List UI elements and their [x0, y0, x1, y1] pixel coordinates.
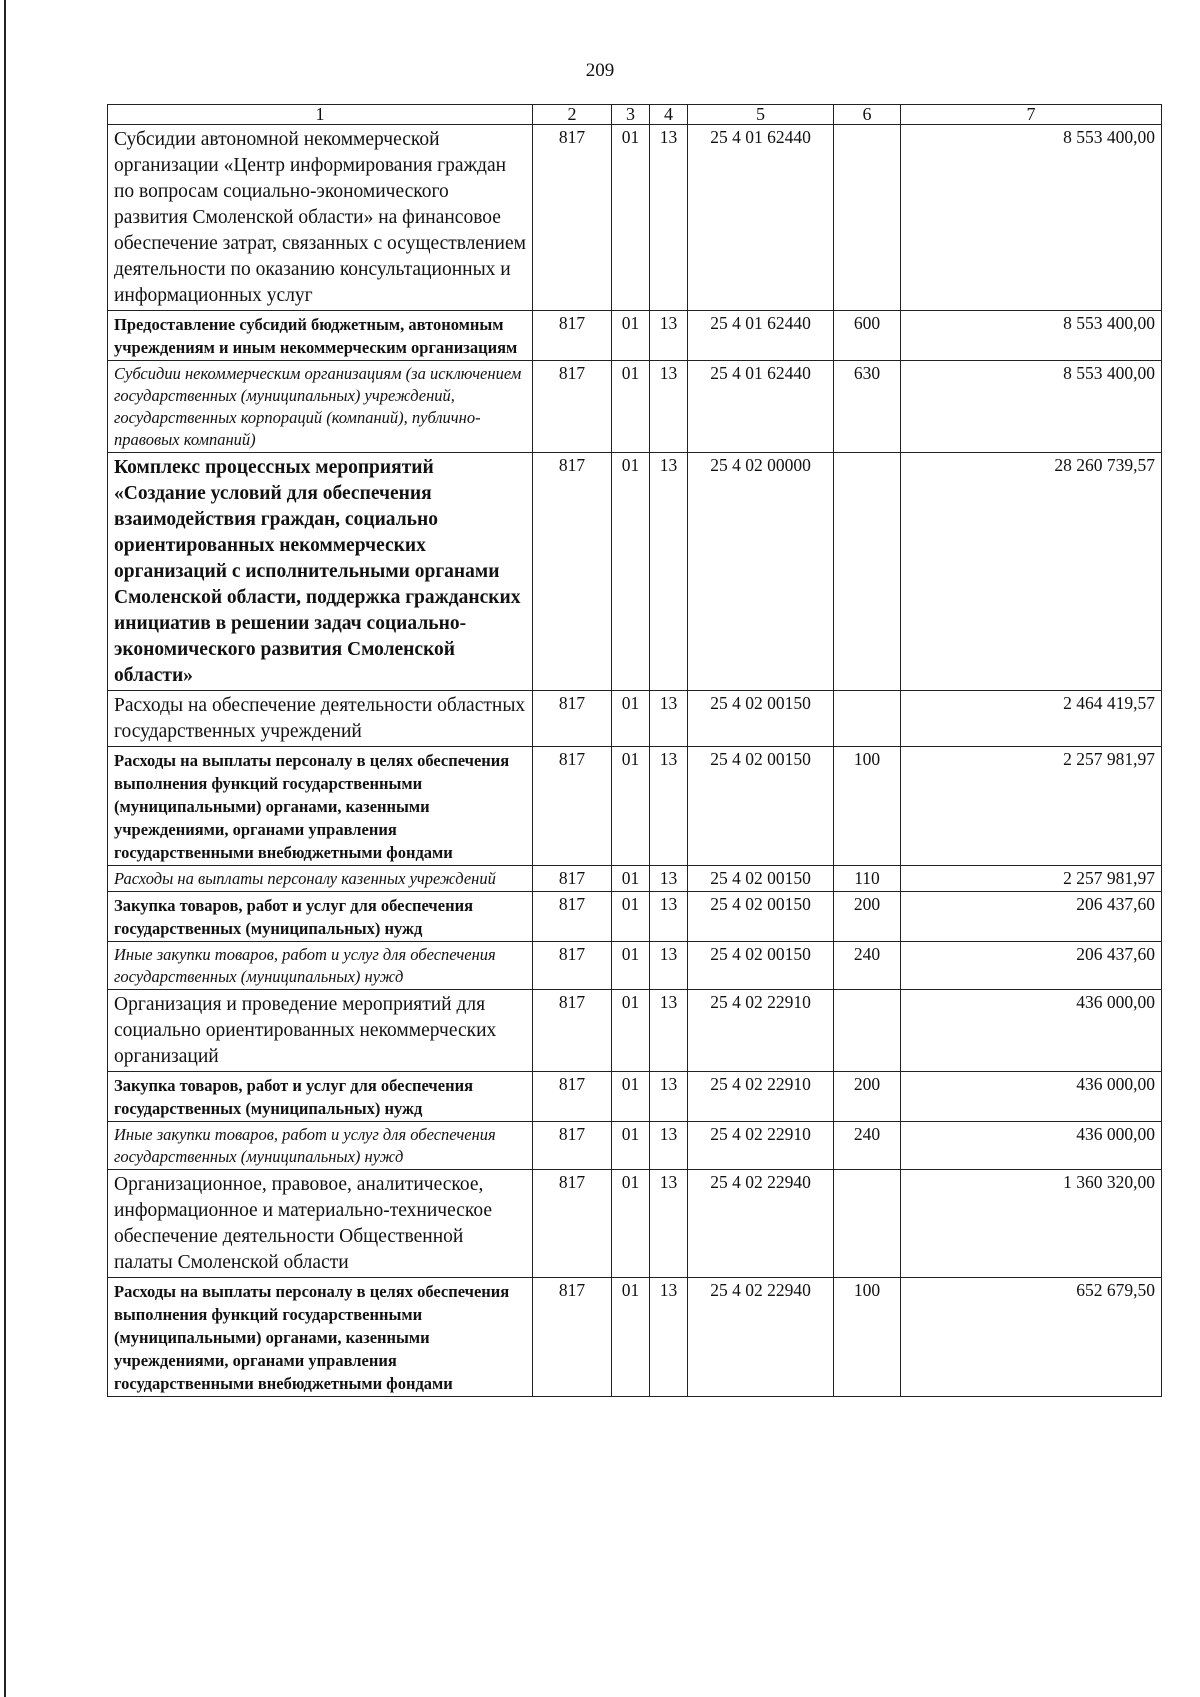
subsection-code: 13 [650, 453, 688, 691]
expense-type-code [834, 990, 901, 1072]
amount-value: 436 000,00 [901, 990, 1162, 1072]
ministry-code: 817 [533, 125, 612, 311]
subsection-code: 13 [650, 892, 688, 942]
target-article-code: 25 4 02 00000 [688, 453, 834, 691]
expense-type-code: 200 [834, 1072, 901, 1122]
table-row [108, 866, 1162, 892]
amount-value: 8 553 400,00 [901, 311, 1162, 361]
row-description: Организация и проведение мероприятий для социально ориентированных некоммерческих организаций [108, 990, 533, 1072]
section-code: 01 [612, 311, 650, 361]
target-article-code: 25 4 02 22940 [688, 1170, 834, 1278]
ministry-code: 817 [533, 691, 612, 747]
row-description: Закупка товаров, работ и услуг для обеспечения государственных (муниципальных) нужд [108, 1072, 533, 1122]
target-article-code: 25 4 02 00150 [688, 942, 834, 990]
table-row [108, 892, 1162, 942]
ministry-code: 817 [533, 866, 612, 892]
ministry-code: 817 [533, 1278, 612, 1397]
ministry-code: 817 [533, 361, 612, 453]
expense-type-code: 110 [834, 866, 901, 892]
column-header: 4 [650, 105, 688, 125]
column-header: 5 [688, 105, 834, 125]
table-body [108, 125, 1162, 1397]
section-code: 01 [612, 892, 650, 942]
target-article-code: 25 4 02 00150 [688, 892, 834, 942]
ministry-code: 817 [533, 453, 612, 691]
expense-type-code [834, 125, 901, 311]
amount-value: 8 553 400,00 [901, 125, 1162, 311]
subsection-code: 13 [650, 990, 688, 1072]
ministry-code: 817 [533, 747, 612, 866]
ministry-code: 817 [533, 990, 612, 1072]
section-code: 01 [612, 453, 650, 691]
subsection-code: 13 [650, 1278, 688, 1397]
row-description: Расходы на выплаты персоналу казенных учреждений [108, 866, 533, 892]
amount-value: 206 437,60 [901, 892, 1162, 942]
row-description: Расходы на выплаты персоналу в целях обеспечения выполнения функций государственными (муниципальными) органами, казенными учреждениями, органами управления государственными внебюджетными фондами [108, 1278, 533, 1397]
table-row [108, 1122, 1162, 1170]
amount-value: 2 464 419,57 [901, 691, 1162, 747]
subsection-code: 13 [650, 866, 688, 892]
expense-type-code: 240 [834, 1122, 901, 1170]
row-description: Расходы на обеспечение деятельности областных государственных учреждений [108, 691, 533, 747]
expense-type-code [834, 453, 901, 691]
subsection-code: 13 [650, 361, 688, 453]
column-header: 6 [834, 105, 901, 125]
column-header: 7 [901, 105, 1162, 125]
table-row [108, 125, 1162, 311]
section-code: 01 [612, 1170, 650, 1278]
ministry-code: 817 [533, 311, 612, 361]
row-description: Предоставление субсидий бюджетным, автономным учреждениям и иным некоммерческим организациям [108, 311, 533, 361]
page-number: 209 [585, 60, 615, 81]
target-article-code: 25 4 01 62440 [688, 311, 834, 361]
table-row [108, 747, 1162, 866]
ministry-code: 817 [533, 892, 612, 942]
ministry-code: 817 [533, 1170, 612, 1278]
subsection-code: 13 [650, 942, 688, 990]
target-article-code: 25 4 02 00150 [688, 747, 834, 866]
subsection-code: 13 [650, 747, 688, 866]
row-description: Субсидии некоммерческим организациям (за исключением государственных (муниципальных) учреждений, государственных корпораций (компаний), публично-правовых компаний) [108, 361, 533, 453]
table-row [108, 1072, 1162, 1122]
target-article-code: 25 4 02 00150 [688, 866, 834, 892]
amount-value: 2 257 981,97 [901, 866, 1162, 892]
subsection-code: 13 [650, 1122, 688, 1170]
expense-type-code: 240 [834, 942, 901, 990]
expense-type-code: 100 [834, 1278, 901, 1397]
table-row [108, 691, 1162, 747]
section-code: 01 [612, 1072, 650, 1122]
target-article-code: 25 4 02 22940 [688, 1278, 834, 1397]
column-header: 1 [108, 105, 533, 125]
row-description: Иные закупки товаров, работ и услуг для обеспечения государственных (муниципальных) нужд [108, 1122, 533, 1170]
amount-value: 652 679,50 [901, 1278, 1162, 1397]
section-code: 01 [612, 691, 650, 747]
scan-edge-line [4, 0, 6, 1697]
row-description: Организационное, правовое, аналитическое, информационное и материально-техническое обеспечение деятельности Общественной палаты Смоленской области [108, 1170, 533, 1278]
row-description: Комплекс процессных мероприятий «Создание условий для обеспечения взаимодействия граждан, социально ориентированных некоммерческих организаций с исполнительными органами Смоленской области, поддержка гражданских инициатив в решении задач социально-экономического развития Смоленской области» [108, 453, 533, 691]
expense-type-code [834, 691, 901, 747]
section-code: 01 [612, 1122, 650, 1170]
section-code: 01 [612, 125, 650, 311]
table-row [108, 453, 1162, 691]
expense-type-code: 100 [834, 747, 901, 866]
row-description: Закупка товаров, работ и услуг для обеспечения государственных (муниципальных) нужд [108, 892, 533, 942]
subsection-code: 13 [650, 125, 688, 311]
budget-table [107, 104, 1162, 1397]
amount-value: 28 260 739,57 [901, 453, 1162, 691]
amount-value: 436 000,00 [901, 1072, 1162, 1122]
column-header: 3 [612, 105, 650, 125]
section-code: 01 [612, 747, 650, 866]
table-row [108, 1170, 1162, 1278]
amount-value: 1 360 320,00 [901, 1170, 1162, 1278]
target-article-code: 25 4 01 62440 [688, 361, 834, 453]
target-article-code: 25 4 02 00150 [688, 691, 834, 747]
expense-type-code: 200 [834, 892, 901, 942]
ministry-code: 817 [533, 942, 612, 990]
subsection-code: 13 [650, 1072, 688, 1122]
row-description: Расходы на выплаты персоналу в целях обеспечения выполнения функций государственными (муниципальными) органами, казенными учреждениями, органами управления государственными внебюджетными фондами [108, 747, 533, 866]
subsection-code: 13 [650, 1170, 688, 1278]
table-row [108, 1278, 1162, 1397]
amount-value: 436 000,00 [901, 1122, 1162, 1170]
target-article-code: 25 4 02 22910 [688, 1072, 834, 1122]
section-code: 01 [612, 990, 650, 1072]
table-row [108, 942, 1162, 990]
target-article-code: 25 4 02 22910 [688, 1122, 834, 1170]
row-description: Иные закупки товаров, работ и услуг для обеспечения государственных (муниципальных) нужд [108, 942, 533, 990]
expense-type-code: 600 [834, 311, 901, 361]
table-row [108, 990, 1162, 1072]
target-article-code: 25 4 01 62440 [688, 125, 834, 311]
column-header: 2 [533, 105, 612, 125]
section-code: 01 [612, 361, 650, 453]
section-code: 01 [612, 1278, 650, 1397]
subsection-code: 13 [650, 311, 688, 361]
target-article-code: 25 4 02 22910 [688, 990, 834, 1072]
section-code: 01 [612, 942, 650, 990]
column-number-row [108, 105, 1162, 125]
table-row [108, 361, 1162, 453]
expense-type-code: 630 [834, 361, 901, 453]
subsection-code: 13 [650, 691, 688, 747]
amount-value: 8 553 400,00 [901, 361, 1162, 453]
expense-type-code [834, 1170, 901, 1278]
amount-value: 2 257 981,97 [901, 747, 1162, 866]
ministry-code: 817 [533, 1122, 612, 1170]
amount-value: 206 437,60 [901, 942, 1162, 990]
table-row [108, 311, 1162, 361]
ministry-code: 817 [533, 1072, 612, 1122]
section-code: 01 [612, 866, 650, 892]
row-description: Субсидии автономной некоммерческой организации «Центр информирования граждан по вопросам социально-экономического развития Смоленской области» на финансовое обеспечение затрат, связанных с осуществлением деятельности по оказанию консультационных и информационных услуг [108, 125, 533, 311]
